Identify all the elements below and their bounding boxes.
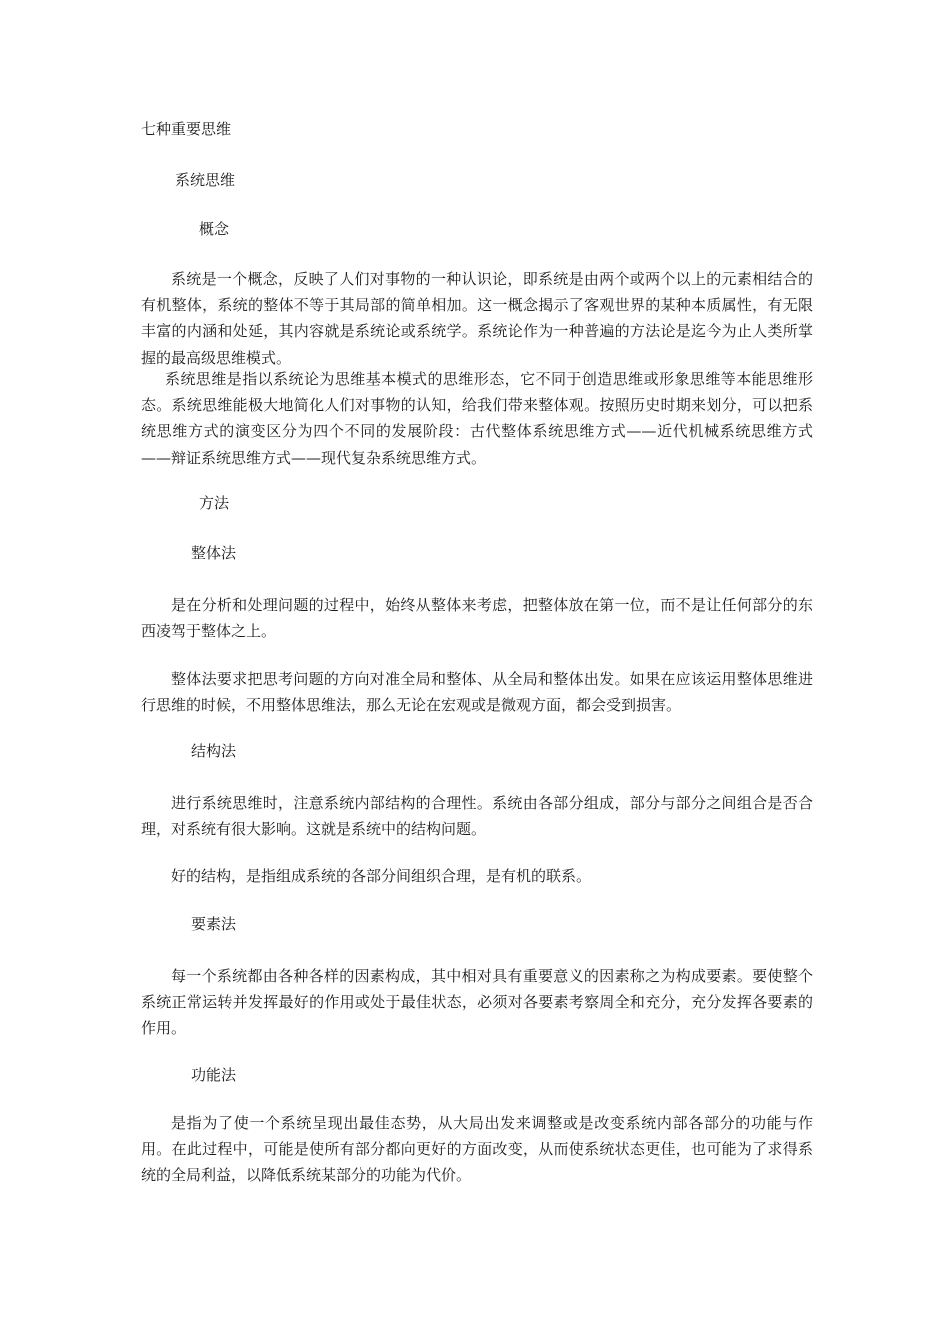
subheading-methods: 方法 <box>199 494 230 512</box>
element-paragraph-1: 每一个系统都由各种各样的因素构成，其中相对具有重要意义的因素称之为构成要素。要使整个系统正常运转并发挥最好的作用或处于最佳状态，必须对各要素考察周全和充分，充分发挥各要素的作用。 <box>141 967 813 1038</box>
holistic-paragraph-2: 整体法要求把思考问题的方向对准全局和整体、从全局和整体出发。如果在应该运用整体思维进行思维的时候，不用整体思维法，那么无论在宏观或是微观方面，都会受到损害。 <box>141 670 813 715</box>
structural-paragraph-2: 好的结构，是指组成系统的各部分间组织合理，是有机的联系。 <box>171 867 592 885</box>
subheading-concept: 概念 <box>199 220 230 238</box>
functional-paragraph-1: 是指为了使一个系统呈现出最佳态势，从大局出发来调整或是改变系统内部各部分的功能与作用。在此过程中，可能是使所有部分都向更好的方面改变，从而使系统状态更佳，也可能为了求得系统的全局利益，以降低系统某部分的功能为代价。 <box>141 1114 813 1185</box>
concept-paragraph-1: 系统是一个概念，反映了人们对事物的一种认识论，即系统是由两个或两个以上的元素相结合的有机整体，系统的整体不等于其局部的简单相加。这一概念揭示了客观世界的某种本质属性，有无限丰富的内涵和处延，其内容就是系统论或系统学。系统论作为一种普遍的方法论是迄今为止人类所掌握的最高级思维模式。 <box>141 270 813 367</box>
method-heading-functional: 功能法 <box>191 1066 237 1084</box>
holistic-paragraph-1: 是在分析和处理问题的过程中，始终从整体来考虑，把整体放在第一位，而不是让任何部分的东西凌驾于整体之上。 <box>141 596 813 641</box>
method-heading-structural: 结构法 <box>191 742 237 760</box>
method-heading-element: 要素法 <box>191 915 237 933</box>
method-heading-holistic: 整体法 <box>191 544 237 562</box>
concept-paragraph-2: 系统思维是指以系统论为思维基本模式的思维形态，它不同于创造思维或形象思维等本能思维形态。系统思维能极大地简化人们对事物的认知，给我们带来整体观。按照历史时期来划分，可以把系统思维方式的演变区分为四个不同的发展阶段：古代整体系统思维方式——近代机械系统思维方式——辩证系统思维方式——现代复杂系统思维方式。 <box>141 370 813 467</box>
section-heading-systems-thinking: 系统思维 <box>175 171 236 189</box>
structural-paragraph-1: 进行系统思维时，注意系统内部结构的合理性。系统由各部分组成，部分与部分之间组合是否合理，对系统有很大影响。这就是系统中的结构问题。 <box>141 794 813 839</box>
document-title: 七种重要思维 <box>141 120 232 138</box>
